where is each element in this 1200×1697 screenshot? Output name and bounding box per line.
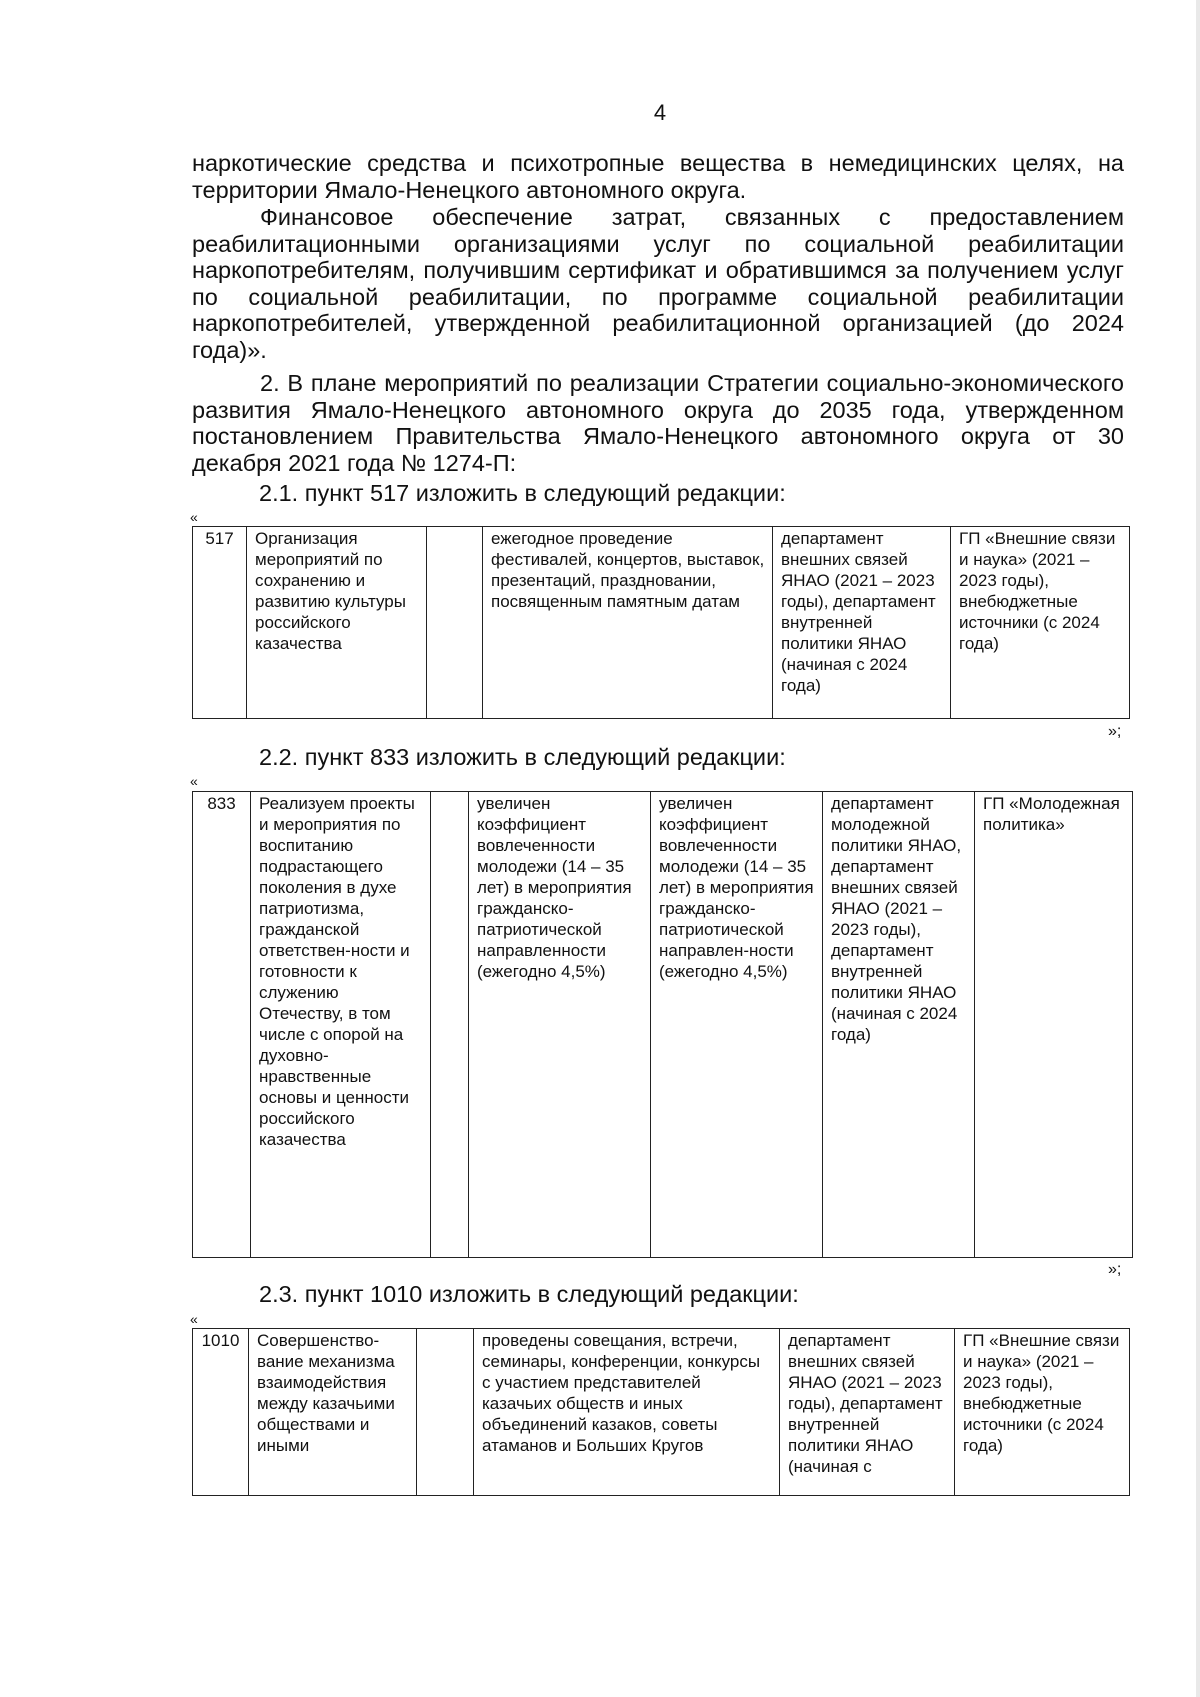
table-row: [193, 527, 1130, 719]
row-result-2: увеличен коэффициент вовлеченности молодежи (14 – 35 лет) в мероприятия гражданско-патриотической направлен-ности (ежегодно 4,5%): [651, 792, 823, 1258]
close-quote: »;: [1108, 723, 1122, 740]
scan-edge: [1196, 0, 1200, 1697]
table-row: [193, 1329, 1130, 1496]
row-responsible: департамент внешних связей ЯНАО (2021 – 2023 годы), департамент внутренней политики ЯНАО (начиная с 2024 года): [773, 527, 951, 719]
row-blank: [427, 527, 483, 719]
row-name: Организация мероприятий по сохранению и развитию культуры российского казачества: [247, 527, 427, 719]
open-quote: «: [190, 509, 198, 525]
page-number: 4: [653, 100, 667, 125]
row-blank: [417, 1329, 474, 1496]
row-number: 833: [193, 792, 251, 1258]
row-result-1: увеличен коэффициент вовлеченности молодежи (14 – 35 лет) в мероприятия гражданско-патриотической направленности (ежегодно 4,5%): [469, 792, 651, 1258]
row-result: ежегодное проведение фестивалей, концертов, выставок, презентаций, праздновании, посвященным памятным датам: [483, 527, 773, 719]
row-name: Реализуем проекты и мероприятия по воспитанию подрастающего поколения в духе патриотизма, гражданской ответствен-ности и готовности к служению Отечеству, в том числе с опорой на духовно-нравственные основы и ценности российского казачества: [251, 792, 431, 1258]
paragraph-1: наркотические средства и психотропные вещества в немедицинских целях, на территории Ямало-Ненецкого автономного округа.: [192, 150, 1124, 203]
row-number: 517: [193, 527, 247, 719]
section-2-1-heading: 2.1. пункт 517 изложить в следующий редакции:: [259, 480, 786, 506]
section-2-2-heading: 2.2. пункт 833 изложить в следующий редакции:: [259, 744, 786, 770]
table-row: [193, 792, 1133, 1258]
row-source: ГП «Внешние связи и наука» (2021 – 2023 годы), внебюджетные источники (с 2024 года): [955, 1329, 1130, 1496]
row-responsible: департамент молодежной политики ЯНАО, департамент внешних связей ЯНАО (2021 – 2023 годы), департамент внутренней политики ЯНАО (начиная с 2024 года): [823, 792, 975, 1258]
row-source: ГП «Молодежная политика»: [975, 792, 1133, 1258]
paragraph-3: 2. В плане мероприятий по реализации Стратегии социально-экономического развития Ямало-Ненецкого автономного округа до 2035 года, утвержденном постановлением Правительства Ямало-Ненецкого автономного округа от 30 декабря 2021 года № 1274-П:: [192, 370, 1124, 476]
row-source: ГП «Внешние связи и наука» (2021 – 2023 годы), внебюджетные источники (с 2024 года): [951, 527, 1130, 719]
row-result: проведены совещания, встречи, семинары, конференции, конкурсы с участием представителей казачьих обществ и иных объединений казаков, советы атаманов и Больших Кругов: [474, 1329, 780, 1496]
close-quote: »;: [1108, 1261, 1122, 1278]
open-quote: «: [190, 1311, 198, 1327]
row-number: 1010: [193, 1329, 249, 1496]
table-1010: [192, 1328, 1130, 1496]
row-responsible: департамент внешних связей ЯНАО (2021 – 2023 годы), департамент внутренней политики ЯНАО (начиная с: [780, 1329, 955, 1496]
row-name: Совершенство-вание механизма взаимодействия между казачьими обществами и иными: [249, 1329, 417, 1496]
table-517: [192, 526, 1130, 719]
row-blank: [431, 792, 469, 1258]
table-833: [192, 791, 1133, 1258]
open-quote: «: [190, 773, 198, 789]
paragraph-2: Финансовое обеспечение затрат, связанных с предоставлением реабилитационными организациями услуг по социальной реабилитации наркопотребителям, получившим сертификат и обратившимся за получением услуг по социальной реабилитации, по программе социальной реабилитации наркопотребителей, утвержденной реабилитационной организацией (до 2024 года)».: [192, 204, 1124, 363]
section-2-3-heading: 2.3. пункт 1010 изложить в следующий редакции:: [259, 1281, 799, 1307]
